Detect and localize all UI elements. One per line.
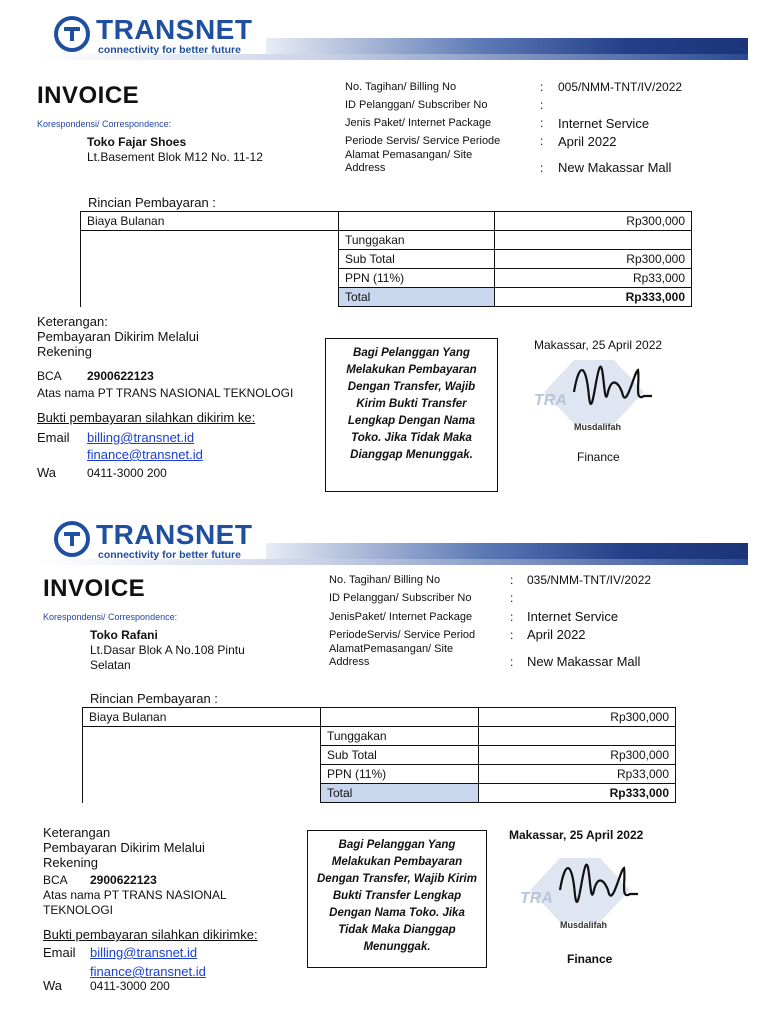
wa-number: 0411-3000 200 [87, 466, 167, 480]
billing-email-link[interactable]: billing@transnet.id [87, 430, 195, 445]
account-name: Atas nama PT TRANS NASIONAL TEKNOLOGI [37, 386, 294, 400]
invoice-title: INVOICE [37, 82, 140, 109]
email-label: Email [37, 430, 70, 445]
arrears-value [479, 727, 676, 746]
transnet-logo-icon [54, 521, 90, 557]
customer-address-2: Selatan [90, 658, 131, 672]
customer-address: Lt.Dasar Blok A No.108 Pintu [90, 643, 245, 657]
total-label: Total [321, 784, 479, 803]
brand-tagline: connectivity for better future [98, 44, 241, 56]
ppn-label: PPN (11%) [321, 765, 479, 784]
colon: : [540, 161, 544, 175]
transfer-note-box: Bagi Pelanggan Yang Melakukan Pembayaran Dengan Transfer, Wajib Kirim Bukti Transfer Lengkap Dengan Nama Toko. Jika Tidak Maka Dianggap Menunggak. [307, 830, 487, 968]
proof-label: Bukti pembayaran silahkan dikirimke: [43, 927, 258, 942]
arrears-label: Tunggakan [321, 727, 479, 746]
period: April 2022 [558, 134, 617, 149]
billing-no-label: No. Tagihan/ Billing No [345, 81, 457, 93]
package: Internet Service [558, 116, 650, 131]
subtotal-label: Sub Total [321, 746, 479, 765]
signatory-name: Musdalifah [574, 422, 622, 432]
table-row [83, 727, 676, 746]
signature: TRA Musdalifah [520, 850, 650, 940]
package: Internet Service [527, 609, 619, 624]
wa-label: Wa [37, 465, 57, 480]
total-value: Rp333,000 [495, 288, 692, 307]
bank-name: BCA [37, 369, 62, 383]
sent-via-2: Rekening [37, 344, 92, 359]
colon: : [540, 116, 544, 130]
billing-email-link[interactable]: billing@transnet.id [90, 945, 198, 960]
notes-label: Keterangan: [37, 314, 108, 329]
correspondence-label: Korespondensi/ Correspondence: [43, 612, 178, 622]
table-row [83, 708, 676, 727]
notes-label: Keterangan [43, 825, 111, 840]
sent-via: Pembayaran Dikirim Melalui [43, 840, 205, 855]
package-label: Jenis Paket/ Internet Package [345, 117, 492, 129]
finance-email-link[interactable]: finance@transnet.id [90, 964, 206, 979]
place-date: Makassar, 25 April 2022 [509, 828, 644, 842]
address-label: Alamat Pemasangan/ Site [345, 149, 473, 161]
header-banner [36, 519, 748, 565]
subtotal-label: Sub Total [339, 250, 495, 269]
address-label-2: Address [345, 162, 386, 174]
arrears-label: Tunggakan [339, 231, 495, 250]
colon: : [510, 573, 514, 587]
payment-table [82, 707, 676, 803]
customer-address: Lt.Basement Blok M12 No. 11-12 [87, 150, 263, 164]
period-label: PeriodeServis/ Service Period [329, 629, 476, 641]
period-label: Periode Servis/ Service Periode [345, 135, 501, 147]
colon: : [540, 80, 544, 94]
customer-name: Toko Fajar Shoes [87, 135, 187, 149]
colon: : [510, 628, 514, 642]
account-no: 2900622123 [90, 873, 157, 887]
signature: TRA Musdalifah [534, 352, 664, 442]
billing-no: 035/NMM-TNT/IV/2022 [527, 573, 652, 587]
wa-number: 0411-3000 200 [90, 979, 170, 993]
colon: : [510, 610, 514, 624]
brand-name: TRANSNET [96, 14, 253, 45]
ppn-label: PPN (11%) [339, 269, 495, 288]
ppn-value: Rp33,000 [495, 269, 692, 288]
billing-no: 005/NMM-TNT/IV/2022 [558, 80, 683, 94]
customer-name: Toko Rafani [90, 628, 158, 642]
site-address: New Makassar Mall [527, 654, 641, 669]
subscriber-label: ID Pelanggan/ Subscriber No [345, 99, 488, 111]
monthly-fee-label: Biaya Bulanan [81, 212, 339, 231]
account-no: 2900622123 [87, 369, 154, 383]
wa-label: Wa [43, 978, 63, 993]
account-name-2: TEKNOLOGI [43, 903, 114, 917]
correspondence-label: Korespondensi/ Correspondence: [37, 119, 172, 129]
address-label-2: Address [329, 656, 370, 668]
transfer-note-box: Bagi Pelanggan Yang Melakukan Pembayaran Dengan Transfer, Wajib Kirim Bukti Transfer Lengkap Dengan Nama Toko. Jika Tidak Maka Dianggap Menunggak. [325, 338, 498, 492]
sent-via: Pembayaran Dikirim Melalui [37, 329, 199, 344]
monthly-fee-label: Biaya Bulanan [83, 708, 321, 727]
bank-name: BCA [43, 873, 68, 887]
subscriber-label: ID Pelanggan/ Subscriber No [329, 592, 472, 604]
monthly-fee-value: Rp300,000 [495, 212, 692, 231]
subtotal-value: Rp300,000 [495, 250, 692, 269]
email-label: Email [43, 945, 76, 960]
signatory-name: Musdalifah [560, 920, 608, 930]
monthly-fee-value: Rp300,000 [479, 708, 676, 727]
finance-email-link[interactable]: finance@transnet.id [87, 447, 203, 462]
colon: : [540, 98, 544, 112]
payment-detail-label: Rincian Pembayaran : [90, 691, 218, 706]
place-date: Makassar, 25 April 2022 [534, 338, 663, 352]
account-name: Atas nama PT TRANS NASIONAL [43, 888, 227, 902]
package-label: JenisPaket/ Internet Package [329, 611, 473, 623]
signatory-role: Finance [567, 952, 613, 966]
brand-name: TRANSNET [96, 519, 253, 550]
billing-no-label: No. Tagihan/ Billing No [329, 574, 441, 586]
proof-label: Bukti pembayaran silahkan dikirim ke: [37, 410, 256, 425]
brand-tagline: connectivity for better future [98, 549, 241, 561]
colon: : [510, 655, 514, 669]
signatory-role: Finance [577, 450, 620, 464]
subtotal-value: Rp300,000 [479, 746, 676, 765]
site-address: New Makassar Mall [558, 160, 672, 175]
address-label: AlamatPemasangan/ Site [329, 643, 454, 655]
invoice-title: INVOICE [43, 575, 146, 602]
ppn-value: Rp33,000 [479, 765, 676, 784]
colon: : [540, 134, 544, 148]
total-value: Rp333,000 [479, 784, 676, 803]
colon: : [510, 591, 514, 605]
total-label: Total [339, 288, 495, 307]
sent-via-2: Rekening [43, 855, 98, 870]
period: April 2022 [527, 627, 586, 642]
payment-detail-label: Rincian Pembayaran : [88, 195, 216, 210]
